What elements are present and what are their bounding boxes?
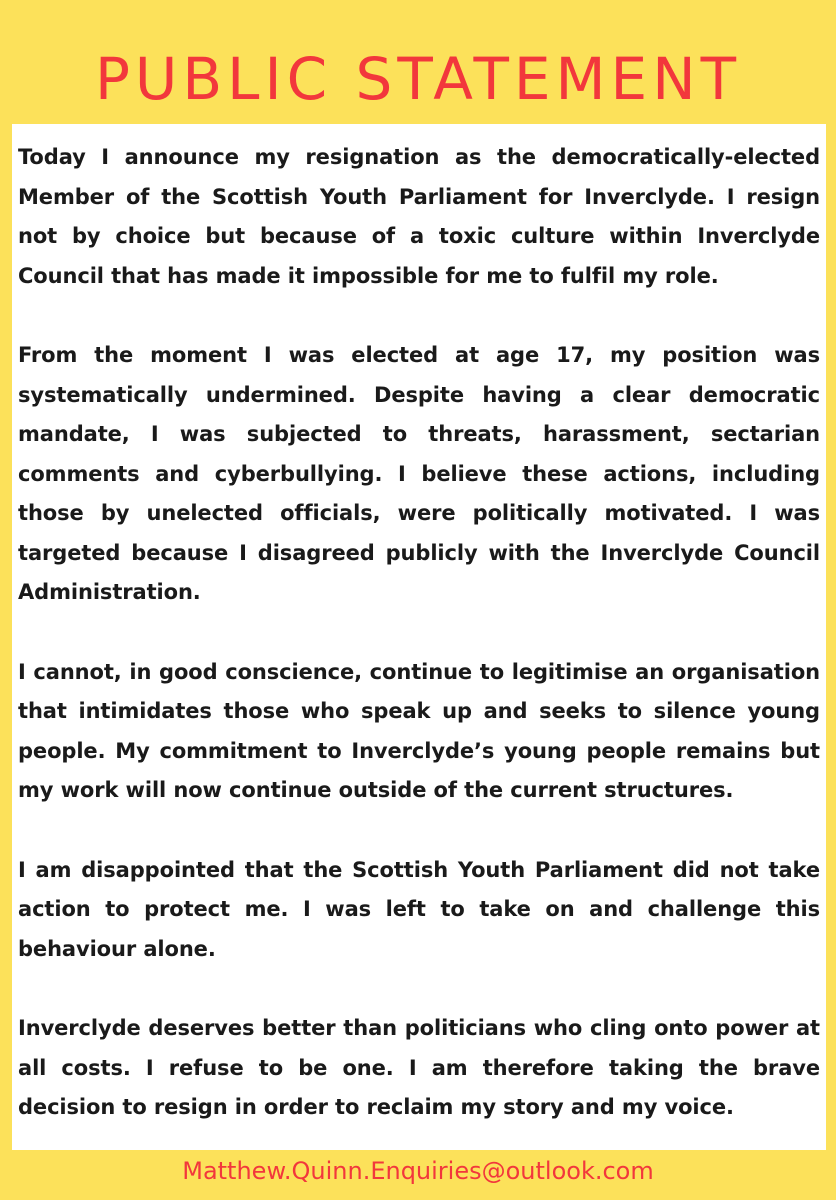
statement-body [12, 124, 826, 1150]
statement-paragraph: I am disappointed that the Scottish Youth Parliament did not take action to protect me. I was left to take on and challenge this behaviour alone. [18, 857, 820, 961]
statement-paragraph: I cannot, in good conscience, continue to legitimise an organisation that intimidates those who speak up and seeks to silence young people. My commitment to Inverclyde’s young people remains but my work will now continue outside of the current structures. [18, 659, 820, 802]
statement-paragraph: Inverclyde deserves better than politicians who cling onto power at all costs. I refuse to be one. I am therefore taking the brave decision to resign in order to reclaim my story and my voice. [18, 1016, 820, 1119]
statement-paragraph: Today I announce my resignation as the democratically-elected Member of the Scottish Youth Parliament for Inverclyde. I resign not by choice but because of a toxic culture within Inverclyde Council that has made it impossible for me to fulfil my role. [18, 145, 820, 288]
page-title: PUBLIC STATEMENT [94, 45, 742, 113]
statement-paragraph: From the moment I was elected at age 17, my position was systematically undermined. Despite having a clear democratic mandate, I was subjected to threats, harassment, sectarian comments and cyberbullying. I believe these actions, including those by unelected officials, were politically motivated. I was targeted because I disagreed publicly with the Inverclyde Council Administration. [18, 343, 820, 604]
contact-email: Matthew.Quinn.Enquiries@outlook.com [182, 1157, 654, 1185]
